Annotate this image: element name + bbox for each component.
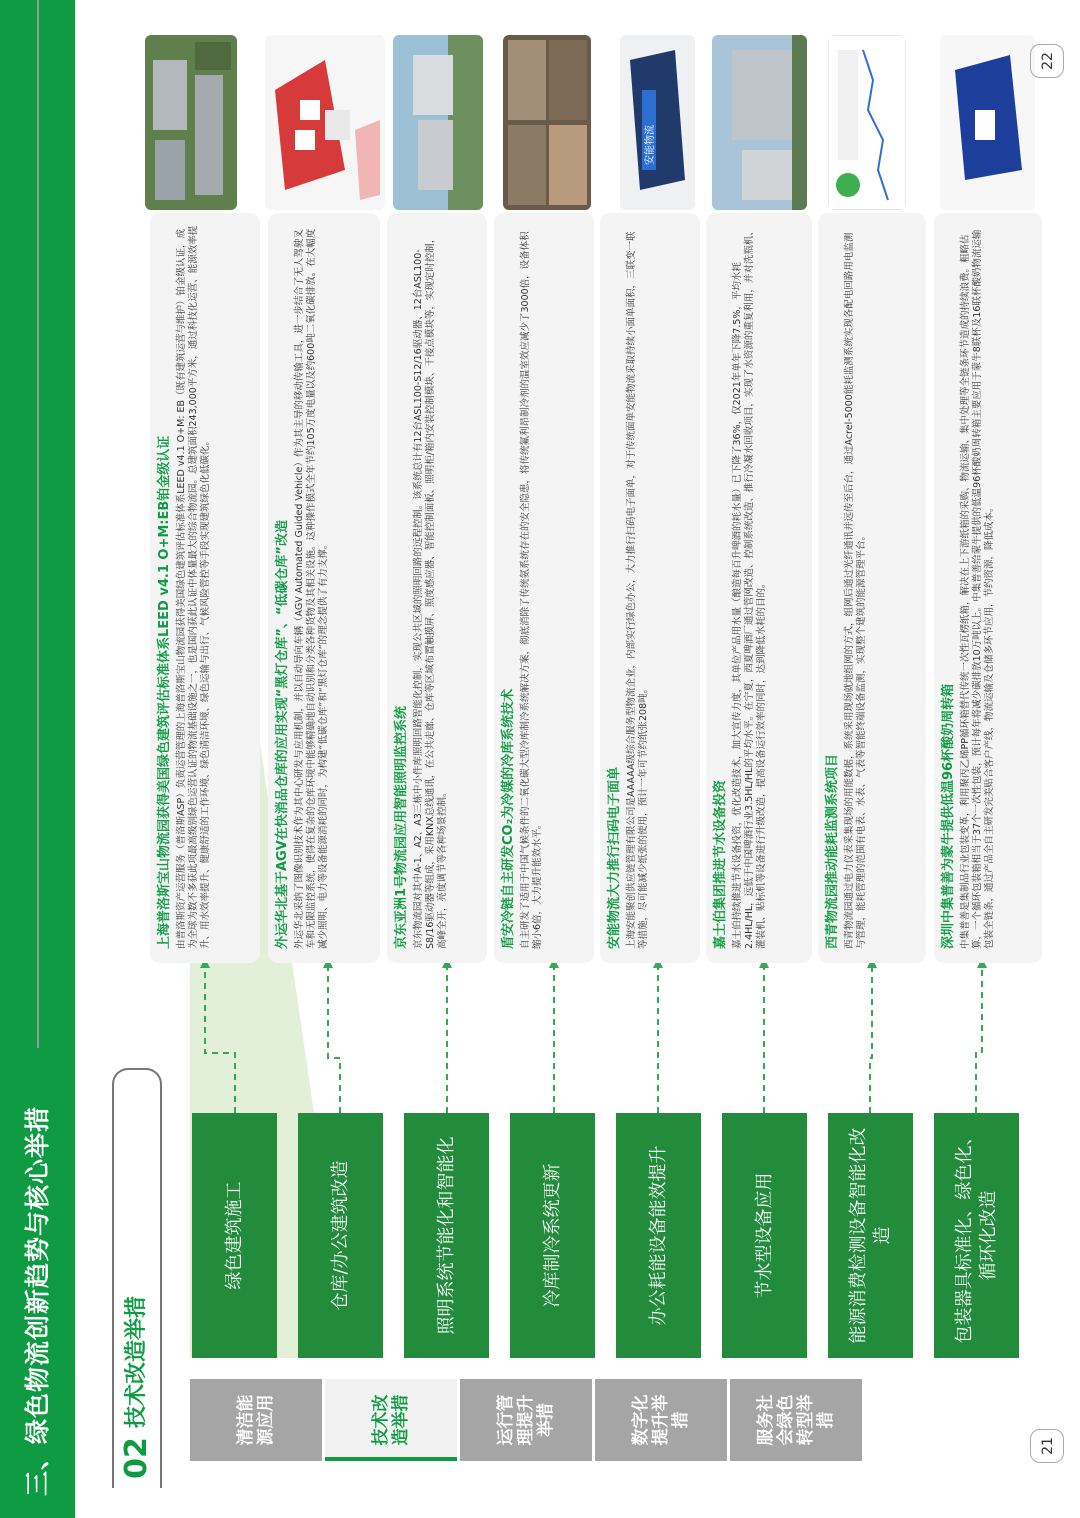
case-title: 安能物流大力推行扫码电子面单 (607, 766, 622, 949)
case-body: 嘉士伯持续推进节水设备投资，优化改造技术，加大宣传力度，其单位产品用水量（酿造每百升啤酒的耗水量）已下降了36%，仅2021年单年下降7.5%，平均水耗2.4HL/HL，远低于中国啤酒行业3.5HL/HL的平均水平。在宁夏，西夏啤酒厂通过管网改造、控制系统改造、推行冷凝水回收项目，实现了水资源的重复利用，并对洗瓶机、灌装机、贴标机等设备进行升级改造，提高设备运行效率的同时，达到降低水耗的目的。 (732, 226, 767, 949)
category-green-building[interactable]: 绿色建筑施工 (192, 1113, 277, 1358)
case-card-4 (494, 213, 594, 963)
case-title: 盾安冷链自主研发CO₂为冷媒的冷库系统技术 (501, 688, 516, 949)
nav-active-indicator (325, 1457, 457, 1461)
nav-item-tech-upgrade[interactable]: 技术改造举措 (325, 1379, 457, 1461)
case-body: 由普洛斯资产运营服务（普洛斯ASP）负责运营管理的上海普洛斯宝山物流园获得美国绿色建筑评估标准体系LEED v4.1 O+M: EB（既有建筑运营与维护）铂金级认证，成为全球为数不多获此项最高级别绿色运营认证的物流基础设施之一，也是国内获此认证中体量最大的综合物流园。总建筑面积243,000平方米，通过科技化运营、能源效率提升、用水效率提升、健康舒适的工作环境、绿色清洁环境、绿色运输与出行、气候风险管控等手段实现建筑绿色化低碳化。 (176, 225, 211, 949)
header-divider (37, 0, 39, 1048)
category-lighting[interactable]: 照明系统节能化和智能化 (404, 1113, 489, 1358)
photo-jd-asia-park (393, 35, 483, 210)
photo-logistics-park (145, 35, 237, 210)
photo-agv-warehouse (265, 35, 385, 210)
case-title: 外运华北基于AGV在快消品仓库的应用实现“黑灯仓库”、“低碳仓库”改造 (275, 520, 290, 949)
case-card-3 (387, 213, 487, 963)
case-card-1 (150, 213, 260, 963)
case-title: 西青物流园推动能耗监测系统项目 (825, 753, 840, 949)
photo-carlsberg-plant (712, 35, 807, 210)
page-number-right: 22 (1030, 44, 1064, 78)
case-title: 上海普洛斯宝山物流园获得美国绿色建筑评估标准体系LEED v4.1 O+M:EB铂金级认证 (157, 435, 172, 949)
case-card-2 (268, 213, 380, 963)
nav-item-clean-energy[interactable]: 清洁能源应用 (190, 1379, 322, 1461)
section-title: 技术改造举措 (124, 1295, 149, 1428)
nav-item-social-service[interactable]: 服务社会绿色转型举措 (730, 1379, 862, 1461)
photo-turnover-box (940, 35, 1035, 210)
category-water-saving[interactable]: 节水型设备应用 (722, 1113, 807, 1358)
case-card-6 (706, 213, 812, 963)
page-number-left: 21 (1030, 1429, 1064, 1463)
category-cold-storage[interactable]: 冷库制冷系统更新 (510, 1113, 595, 1358)
case-body: 自主研发了适用于中国气候条件的二氧化碳大型冷库制冷系统解决方案，彻底消除了传统氨系统存在的安全隐患，将传统氟利昂制冷剂的温室效应减少了3000倍，设备体积缩小6倍，大力提升能效水平。 (520, 231, 543, 949)
dashed-connectors (150, 958, 1050, 1113)
page-title: 三、绿色物流创新趋势与核心举措 (23, 1105, 52, 1496)
case-body: 外运华北采纳了图像识别技术作为其中心研发与应用机制，并以自动导向车辆（AGV Automated Guided Vehicle）作为其主导的移动传输工具，进一步结合了无人驾驶叉车和无限监控系统，使得在复杂的仓库环境中能够精确地自动识别和分类各种货物及其相关设施。这种操作模式全年节约105万度电量以及约600吨二氧化碳排放。在大幅度减少照明、电力等设备能源消耗的同时，为构建“低碳仓库”和“黑灯仓库”的理念提供了有力支撑。 (294, 228, 329, 949)
nav-item-digital[interactable]: 数字化提升举措 (595, 1379, 727, 1461)
case-card-5 (600, 213, 700, 963)
category-packaging[interactable]: 包装器具标准化、绿色化、循环化改造 (934, 1113, 1019, 1358)
case-card-7 (818, 213, 926, 963)
category-warehouse-renovation[interactable]: 仓库/办公建筑改造 (298, 1113, 383, 1358)
category-office-equipment[interactable]: 办公耗能设备能效提升 (616, 1113, 701, 1358)
case-title: 嘉士伯集团推进节水设备投资 (713, 779, 728, 949)
case-body: 中集普善是集制品行业包装变革，利用聚丙乙烯PP循环箱替代传统一次性瓦楞纸箱，解决在上下游纸箱的采购、物流运输、集中处理等全链条环节造成的持续浪费。粗略估算，一个循环包装箱相当于37个一次性包装，预计每年将减少碳排放10万吨以上。中集普善给蒙牛提供的低温96杯酸奶周转箱主要应用于蒙牛8联杯及16联杯酸奶物流运输包装全链条，通过产品全自主研发完美贴合客户产线，物流运输及仓储多环节应用，节约资源，降低成本。 (960, 229, 995, 949)
case-body: 京东物流园对其中A-1、A2、A3三栋中小件库照明回路智能化控制，实现公共区域的照明回路的远程控制。该系统总计有12台ASL100-S12/16驱动器、12台ASL100-S8/16驱动器等组成，采用KNX总线通讯，在公共走廊、仓库等区域布置触摸屏、照度感应器、智能控制面板、照明柜/箱内安装控制模块、干接点模块等，实现定时控制，高峰全开，亮度调节等各种场景控制。 (413, 233, 448, 949)
category-energy-monitoring[interactable]: 能源消费检测设备智能化改造 (828, 1113, 913, 1358)
nav-item-operations[interactable]: 运行管理提升举措 (460, 1379, 592, 1461)
photo-co2-cold-storage (503, 35, 591, 210)
photo-energy-dashboard (828, 35, 906, 210)
case-title: 深圳中集普善为蒙牛提供低温96杯酸奶周转箱 (941, 683, 956, 949)
case-body: 西青物流园通过电力仪表采集现场的用能数据，系统采用现场就地组网的方式，组网后通过光纤通讯并远传至后台，通过Acrel-5000能耗监测系统实现各配电回路用电监测与管理，能耗管理的范围有电表、水表、气表等智能终端设备监测，实现整个建筑的能源管理平台。 (844, 232, 867, 949)
case-title: 京东亚洲1号物流园应用智能照明监控系统 (394, 705, 409, 949)
section-number: 02 (119, 1437, 154, 1479)
case-card-8 (934, 213, 1042, 963)
case-body: 上海安能聚创供应链管理有限公司是AAAAA级综合服务型物流企业，内部实行绿色办公，大力推行扫码电子面单，对于传统面单安能物流采取持续小面单面积，三联变一联等措施，尽可能减少纸张的使用，预计一年可节约纸张208吨。 (626, 231, 649, 949)
photo-ane-scanner (620, 35, 695, 210)
photo-brand-text: 安能物流 (645, 125, 656, 165)
